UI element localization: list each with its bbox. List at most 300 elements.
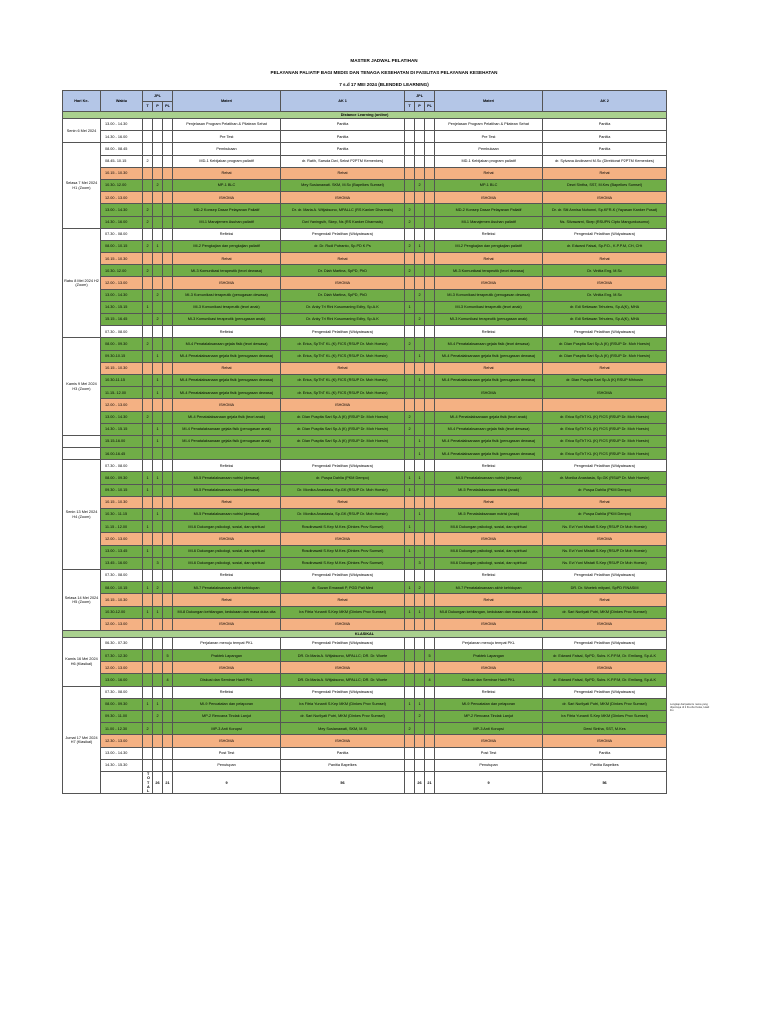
- time-cell: 13.00 - 13.45: [101, 545, 143, 557]
- time-cell: 08.00 - 09.30: [101, 698, 143, 710]
- time-cell: TOTAL: [143, 771, 153, 793]
- ak2-cell: Pengendali Pelatihan (Widyaiswara): [543, 569, 667, 581]
- jpl-t-1: [143, 448, 153, 460]
- materi-2: MI-9 Pencatatan dan pelaporan: [435, 698, 543, 710]
- jpl-pl-2: [425, 338, 435, 350]
- jpl-p-2: [415, 155, 425, 167]
- ak1-cell: ISHOMA: [281, 662, 405, 674]
- jpl-pl-2: [425, 216, 435, 228]
- time-cell: 07.30 - 08.00: [101, 228, 143, 240]
- jpl-pl-2: [425, 545, 435, 557]
- jpl-pl-2: [425, 747, 435, 759]
- jpl-p-2: [415, 618, 425, 630]
- jpl-t-2: [405, 350, 415, 362]
- jpl-pl-1: 5: [163, 650, 173, 662]
- materi-1: Pembukaan: [173, 143, 281, 155]
- jpl-t-2: [405, 228, 415, 240]
- jpl-p-2: [415, 131, 425, 143]
- time-cell: 12.00 - 13.00: [101, 533, 143, 545]
- materi-1: Penjelasan Program Pelatihan & Pilatean Sehat: [173, 119, 281, 131]
- materi-2: Refleksi: [435, 460, 543, 472]
- jpl-p-1: [153, 496, 163, 508]
- materi-2: Refleksi: [435, 228, 543, 240]
- schedule-row: [63, 435, 667, 447]
- time-cell: 07.30 - 08.00: [101, 686, 143, 698]
- jpl-pl-2: [425, 119, 435, 131]
- jpl-p-2: 2: [415, 314, 425, 326]
- ak2-cell: dr. Puspa Dahlia (PKM Dempo): [543, 484, 667, 496]
- jpl-t-2: [405, 289, 415, 301]
- jpl-pl-1: 9: [173, 771, 281, 793]
- materi-1: MI-5 Penatalaksanaan nutrisi (dewasa): [173, 509, 281, 521]
- jpl-pl-2: [425, 301, 435, 313]
- jpl-t-1: [143, 228, 153, 240]
- jpl-pl-2: [425, 411, 435, 423]
- materi-1: MI-6 Dukungan psikologi, sosial, dan spiritual: [173, 545, 281, 557]
- ak1-cell: Dr. Anky Tri Rini Kusumaning Edhy, Sp.A.K: [281, 314, 405, 326]
- jpl-p-2: [415, 637, 425, 649]
- schedule-row: [63, 711, 667, 723]
- jpl-pl-1: [163, 484, 173, 496]
- materi-2: MI-4 Penatalaksanaan gejala fisik (teori anak): [435, 411, 543, 423]
- jpl-t-1: [143, 637, 153, 649]
- materi-2: ISHOMA: [435, 387, 543, 399]
- jpl-pl-1: [163, 698, 173, 710]
- materi-1: MI-1 Manajemen Asuhan paliatif: [173, 216, 281, 228]
- jpl-pl-1: [163, 277, 173, 289]
- jpl-p-2: [415, 277, 425, 289]
- jpl-p-2: [415, 759, 425, 771]
- jpl-t-1: [143, 650, 153, 662]
- jpl-p-1: [153, 338, 163, 350]
- ak1-cell: dr. Dian Puspita Sari Sp.A (K) (RSUP Dr. Moh Hoesin): [281, 411, 405, 423]
- jpl-t-2: [405, 155, 415, 167]
- jpl-p-2: 1: [415, 240, 425, 252]
- jpl-t-1: 26: [153, 771, 163, 793]
- jpl-t-2: 1: [405, 472, 415, 484]
- jpl-pl-1: [163, 374, 173, 386]
- materi-1: Refleksi: [173, 326, 281, 338]
- jpl-t-2: [405, 557, 415, 569]
- ak2-cell: Rehat: [543, 253, 667, 265]
- jpl-t-1: [143, 423, 153, 435]
- materi-1: MI-4 Penatalaksanaan gejala fisik (penugasan dewasa): [173, 387, 281, 399]
- header-p-2: P: [415, 102, 425, 112]
- ak1-cell: dr. Erica, SpThT KL (K) FICS (RSUP Dr. Moh Hoesin): [281, 338, 405, 350]
- jpl-p-2: [415, 387, 425, 399]
- jpl-pl-1: [163, 747, 173, 759]
- ak2-cell: Ns. Silvawarni, Skep (RSUPN Cipto Mangunkusumo): [543, 216, 667, 228]
- materi-2: Rehat: [435, 496, 543, 508]
- time-cell: 12.00 - 13.00: [101, 618, 143, 630]
- jpl-pl-2: 5: [425, 650, 435, 662]
- time-cell: 08.00 - 08.45: [101, 143, 143, 155]
- jpl-t-1: [143, 711, 153, 723]
- time-cell: 15.15 - 16.45: [101, 314, 143, 326]
- ak1-cell: ISHOMA: [281, 192, 405, 204]
- materi-2: MI-5 Penatalaksanaan nutrisi (anak): [435, 509, 543, 521]
- ak1-cell: Rehat: [281, 253, 405, 265]
- schedule-body: [63, 112, 667, 794]
- ak1-cell: ISHOMA: [281, 618, 405, 630]
- jpl-pl-2: [425, 484, 435, 496]
- side-note: Lengkap daripada itu nama yang dipercaya di 2 Ibu-ibu Kelas, Hasil ibu: [670, 703, 710, 712]
- materi-2: MI-8 Dukungan kehilangan, kedukaan dan masa duka cita: [435, 606, 543, 618]
- jpl-pl-1: [163, 545, 173, 557]
- schedule-row: [63, 472, 667, 484]
- jpl-p-2: [415, 192, 425, 204]
- schedule-row: [63, 240, 667, 252]
- time-cell: 08.00 - 09.30: [101, 472, 143, 484]
- schedule-row: [63, 204, 667, 216]
- jpl-pl-1: [163, 289, 173, 301]
- jpl-t-2: [405, 167, 415, 179]
- jpl-t-2: [405, 496, 415, 508]
- jpl-t-2: 2: [405, 338, 415, 350]
- time-cell: 07.30 - 08.00: [101, 326, 143, 338]
- section-band-row: [63, 630, 667, 637]
- jpl-p-1: 1: [153, 472, 163, 484]
- schedule-row: [63, 399, 667, 411]
- jpl-t-1: [143, 167, 153, 179]
- jpl-t-2: [405, 735, 415, 747]
- time-cell: 11.15 - 12.00: [101, 521, 143, 533]
- schedule-row: [63, 314, 667, 326]
- materi-1: Refleksi: [173, 460, 281, 472]
- schedule-row: [63, 253, 667, 265]
- jpl-pl-2: [425, 496, 435, 508]
- materi-1: MP-2 Rencana Tindak Lanjut: [173, 711, 281, 723]
- jpl-p-1: [153, 216, 163, 228]
- jpl-p-2: 2: [415, 179, 425, 191]
- jpl-p-1: [153, 301, 163, 313]
- jpl-t-2: [405, 179, 415, 191]
- jpl-pl-2: [425, 460, 435, 472]
- time-cell: 12.00 - 13.00: [101, 399, 143, 411]
- ak1-cell: Rehat: [281, 496, 405, 508]
- materi-1: ISHOMA: [173, 618, 281, 630]
- section-band: Distance Learning (online): [63, 112, 667, 119]
- time-cell: 12.00 - 13.00: [101, 277, 143, 289]
- jpl-p-1: [153, 411, 163, 423]
- materi-1: Rehat: [173, 167, 281, 179]
- ak2-cell: Ns. Evi Yuni Mistati S.Kep (RSUP Dr Moh Hoesin): [543, 557, 667, 569]
- time-cell: 08.00 - 10.15: [101, 582, 143, 594]
- time-cell: 10.30-12.00: [101, 606, 143, 618]
- jpl-p-2: [415, 650, 425, 662]
- jpl-p-2: [415, 301, 425, 313]
- jpl-t-1: [143, 435, 153, 447]
- jpl-t-2: 1: [405, 521, 415, 533]
- jpl-pl-2: [425, 131, 435, 143]
- jpl-pl-2: [425, 472, 435, 484]
- jpl-p-2: [415, 674, 425, 686]
- day-cell: [63, 435, 101, 447]
- ak1-cell: dr. Erica, SpThT KL (K) FICS (RSUP Dr. Moh Hoesin): [281, 350, 405, 362]
- header-materi-2: Materi: [435, 91, 543, 112]
- ak2-cell: dr. Puspa Dahlia (PKM Dempo): [543, 509, 667, 521]
- ak1-cell: dr. Sari Nurilyati Putri, MKM (Dinkes Prov Sumsel): [281, 711, 405, 723]
- jpl-t-1: 1: [143, 521, 153, 533]
- time-cell: 08.00 - 09.30: [101, 338, 143, 350]
- materi-1: MI-3 Komunikasi terapeutik (teori anak): [173, 301, 281, 313]
- time-cell: 07.30 - 08.00: [101, 460, 143, 472]
- schedule-row: [63, 155, 667, 167]
- jpl-pl-2: [425, 448, 435, 460]
- schedule-row: [63, 448, 667, 460]
- jpl-t-2: 1: [405, 545, 415, 557]
- ak1-cell: dr. Erica, SpThT KL (K) FICS (RSUP Dr. Moh Hoesin): [281, 387, 405, 399]
- jpl-t-1: 2: [143, 155, 153, 167]
- header-jpl-1: JPL: [143, 91, 173, 102]
- ak2-cell: dr. Dian Puspita Sari Sp.A (K) (RSUP Dr. Moh Hoesin): [543, 350, 667, 362]
- jpl-pl-1: [163, 143, 173, 155]
- jpl-t-2: [405, 374, 415, 386]
- schedule-row: [63, 618, 667, 630]
- jpl-p-1: [153, 253, 163, 265]
- ak2-cell: Rehat: [543, 594, 667, 606]
- jpl-p-1: 1: [153, 435, 163, 447]
- day-cell: Rabu 8 Mei 2024 H2 (Zoom): [63, 228, 101, 338]
- jpl-pl-2: [425, 759, 435, 771]
- jpl-p-1: 1: [153, 374, 163, 386]
- jpl-pl-2: [425, 326, 435, 338]
- jpl-t-1: 2: [143, 216, 153, 228]
- materi-1: Refleksi: [173, 569, 281, 581]
- ak2-cell: Rehat: [543, 362, 667, 374]
- jpl-pl-2: 4: [425, 674, 435, 686]
- schedule-row: [63, 265, 667, 277]
- ak1-cell: Panitia: [281, 143, 405, 155]
- jpl-p-2: [415, 747, 425, 759]
- materi-1: Rehat: [173, 496, 281, 508]
- materi-1: ISHOMA: [173, 277, 281, 289]
- jpl-t-1: 1: [143, 698, 153, 710]
- time-cell: 10.30- 12.00: [101, 179, 143, 191]
- materi-1: MI-4 Penatalaksanaan gejala fisik (teori anak): [173, 411, 281, 423]
- ak2-cell: dr. Edward Faisal, SpPD, Subs. K.P.P.M, Dr. Emilang, Sp.A.K: [543, 674, 667, 686]
- jpl-pl-1: [163, 119, 173, 131]
- ak2-cell: Ns. Evi Yuni Mistati S.Kep (RSUP Dr Moh Hoesin): [543, 521, 667, 533]
- jpl-pl-2: [425, 594, 435, 606]
- ak1-cell: Pengendali Pelatihan (Widyaiswara): [281, 460, 405, 472]
- jpl-t-1: [143, 326, 153, 338]
- jpl-t-1: 1: [143, 484, 153, 496]
- jpl-p-1: [153, 735, 163, 747]
- time-cell: 10.15 - 10.30: [101, 253, 143, 265]
- jpl-pl-1: [163, 735, 173, 747]
- schedule-row: [63, 484, 667, 496]
- ak1-cell: Panitia: [281, 131, 405, 143]
- jpl-pl-2: [425, 711, 435, 723]
- ak1-cell: ISHOMA: [281, 399, 405, 411]
- jpl-p-1: [153, 594, 163, 606]
- materi-2: Penutupan: [435, 759, 543, 771]
- schedule-row: [63, 289, 667, 301]
- jpl-pl-1: [163, 301, 173, 313]
- jpl-pl-1: [163, 569, 173, 581]
- materi-2: MI-3 Komunikasi terapeutik (penugasan anak): [435, 314, 543, 326]
- materi-1: MI-4 Penatalaksanaan gejala fisik (penugasan anak): [173, 423, 281, 435]
- materi-2: MI-3 Komunikasi terapeutik (penugasan dewasa): [435, 289, 543, 301]
- jpl-p-2: [415, 399, 425, 411]
- jpl-pl-2: [425, 253, 435, 265]
- jpl-pl-1: [163, 411, 173, 423]
- jpl-pl-1: [163, 362, 173, 374]
- ak1-cell: Dr. Diah Martina, SpPD, PhD: [281, 289, 405, 301]
- materi-1: Refleksi: [173, 686, 281, 698]
- jpl-t-1: 1: [143, 301, 153, 313]
- jpl-t-1: [143, 662, 153, 674]
- ak1-cell: Panitia: [281, 747, 405, 759]
- ak1-cell: Dr. Monika Anastasia, Sp.GK (RSUP Dr. Moh Hoesin): [281, 509, 405, 521]
- jpl-pl-1: [163, 557, 173, 569]
- materi-2: [435, 399, 543, 411]
- materi-2: MD-2 Konsep Dasar Pelayanan Paliatif: [435, 204, 543, 216]
- jpl-t-1: [143, 735, 153, 747]
- header-ak2: AK 2: [543, 91, 667, 112]
- schedule-row: [63, 228, 667, 240]
- jpl-p-2: [415, 662, 425, 674]
- jpl-p-2: 2: [415, 289, 425, 301]
- jpl-p-2: 1: [415, 606, 425, 618]
- schedule-row: [63, 582, 667, 594]
- jpl-pl-2: [425, 387, 435, 399]
- jpl-t-2: [405, 711, 415, 723]
- time-cell: 09.30 - 11.00: [101, 711, 143, 723]
- time-cell: 10.15 - 10.30: [101, 167, 143, 179]
- jpl-pl-1: [163, 155, 173, 167]
- jpl-p-1: [153, 192, 163, 204]
- materi-1: MI-2 Pengkajian dan pengkajian paliatif: [173, 240, 281, 252]
- jpl-t-1: [143, 509, 153, 521]
- jpl-t-1: 2: [143, 338, 153, 350]
- jpl-t-1: [143, 533, 153, 545]
- materi-2: MI-6 Dukungan psikologi, sosial, dan spiritual: [435, 545, 543, 557]
- jpl-pl-2: [425, 435, 435, 447]
- schedule-row: [63, 460, 667, 472]
- jpl-p-2: [415, 521, 425, 533]
- ak1-cell: Rosdinawati S.Kep M.Kes (Dinkes Prov Sumsel): [281, 557, 405, 569]
- jpl-p-1: [153, 143, 163, 155]
- jpl-p-2: [415, 496, 425, 508]
- schedule-row: [63, 301, 667, 313]
- ak1-cell: Dwi Yaningsih, Skep, Ns (RS Kanker Dharmais): [281, 216, 405, 228]
- jpl-p-1: [153, 521, 163, 533]
- schedule-row: [63, 759, 667, 771]
- jpl-p-1: [153, 265, 163, 277]
- jpl-t-2: [405, 253, 415, 265]
- time-cell: 10.15 - 10.30: [101, 594, 143, 606]
- time-cell: 12.00 - 13.00: [101, 192, 143, 204]
- time-cell: 13.00 - 14.30: [101, 204, 143, 216]
- jpl-p-2: [415, 253, 425, 265]
- day-cell: Senin 13 Mei 2024 H4 (Zoom): [63, 460, 101, 570]
- jpl-p-1: [153, 448, 163, 460]
- materi-2: ISHOMA: [435, 662, 543, 674]
- materi-1: MI-8 Dukungan kehilangan, kedukaan dan masa duka cita: [173, 606, 281, 618]
- materi-2: MI-4 Penatalaksanaan gejala fisik (penugasan dewasa): [435, 435, 543, 447]
- materi-2: MI-3 Komunikasi terapeutik (teori dewasa): [435, 265, 543, 277]
- materi-2: MI-6 Dukungan psikologi, sosial, dan spiritual: [435, 557, 543, 569]
- ak1-cell: Ira Fitria Yunanti S.Kep MKM (Dinkes Prov Sumsel): [281, 698, 405, 710]
- materi-1: ISHOMA: [173, 192, 281, 204]
- ak2-cell: dr. Edi Setiawan Tehuteru, Sp.A(K), MHA: [543, 301, 667, 313]
- jpl-p-1: 1: [153, 509, 163, 521]
- ak2-cell: dr. Monika Anastasia, Sp.GK (RSUP Dr. Moh Hoesin): [543, 472, 667, 484]
- jpl-pl-2: 9: [435, 771, 543, 793]
- materi-2: Diskusi dan Seminar Hasil PKL: [435, 674, 543, 686]
- jpl-pl-1: [163, 509, 173, 521]
- jpl-pl-2: [425, 143, 435, 155]
- jpl-p-1: [153, 460, 163, 472]
- jpl-p-2: [415, 545, 425, 557]
- materi-1: MI-7 Penatalaksanaan akhir kehidupan: [173, 582, 281, 594]
- jpl-t-1: [143, 192, 153, 204]
- day-cell: Selasa 14 Mei 2024 H5 (Zoom): [63, 569, 101, 630]
- jpl-t-2: [405, 569, 415, 581]
- jpl-pl-2: [425, 277, 435, 289]
- ak2-cell: ISHOMA: [543, 618, 667, 630]
- ak2-cell: Pengendali Pelatihan (Widyaiswara): [543, 228, 667, 240]
- jpl-p-2: [415, 119, 425, 131]
- materi-1: MI-6 Dukungan psikologi, sosial, dan spiritual: [173, 521, 281, 533]
- jpl-t-1: [143, 119, 153, 131]
- ak2-cell: dr. Dian Puspita Sari Sp.A (K) (RSUP Dr. Moh Hoesin): [543, 338, 667, 350]
- day-cell: [63, 448, 101, 460]
- materi-2: MP-2 Rencana Tindak Lanjut: [435, 711, 543, 723]
- ak2-cell: ISHOMA: [543, 277, 667, 289]
- schedule-row: [63, 119, 667, 131]
- jpl-t-1: [143, 131, 153, 143]
- jpl-p-1: [153, 686, 163, 698]
- jpl-pl-1: [163, 399, 173, 411]
- jpl-pl-1: [163, 350, 173, 362]
- jpl-p-2: [415, 228, 425, 240]
- jpl-t-1: [143, 618, 153, 630]
- schedule-row: [63, 387, 667, 399]
- ak2-cell: Dr. Vinitia Eng, M.Sc: [543, 265, 667, 277]
- jpl-pl-1: [163, 435, 173, 447]
- jpl-t-2: 2: [405, 216, 415, 228]
- jpl-p-1: [153, 674, 163, 686]
- schedule-row: [63, 637, 667, 649]
- materi-1: MD-1 Kebijakan program paliatif: [173, 155, 281, 167]
- ak1-cell: Ira Fitria Yunanti S.Kep MKM (Dinkes Prov Sumsel): [281, 606, 405, 618]
- ak2-cell: ISHOMA: [543, 662, 667, 674]
- jpl-p-1: [153, 759, 163, 771]
- ak2-cell: Ns. Evi Yuni Mistati S.Kep (RSUP Dr Moh Hoesin): [543, 545, 667, 557]
- jpl-t-1: [143, 253, 153, 265]
- jpl-t-1: [143, 179, 153, 191]
- jpl-p-1: 1: [153, 350, 163, 362]
- ak1-cell: [281, 448, 405, 460]
- jpl-p-2: 2: [415, 711, 425, 723]
- time-cell: 09.30 - 10.15: [101, 484, 143, 496]
- jpl-t-1: [143, 289, 153, 301]
- jpl-pl-2: [425, 265, 435, 277]
- ak2-cell: Rehat: [543, 167, 667, 179]
- schedule-row: [63, 686, 667, 698]
- ak1-cell: dr. Suzan Ernawati P, PGD Pall Med: [281, 582, 405, 594]
- jpl-p-1: [153, 362, 163, 374]
- jpl-pl-1: 4: [163, 674, 173, 686]
- jpl-pl-1: [163, 326, 173, 338]
- jpl-p-2: [415, 204, 425, 216]
- ak2-cell: Dr. dr. Siti Annisa Nuhonni, Sp.KFR-K (Yayasan Kanker Pusat): [543, 204, 667, 216]
- doc-subtitle: PELAYANAN PALIATIF BAGI MEDIS DAN TENAGA KESEHATAN DI FASILITAS PELAYANAN KESEHATAN: [270, 70, 498, 75]
- jpl-t-2: 2: [405, 265, 415, 277]
